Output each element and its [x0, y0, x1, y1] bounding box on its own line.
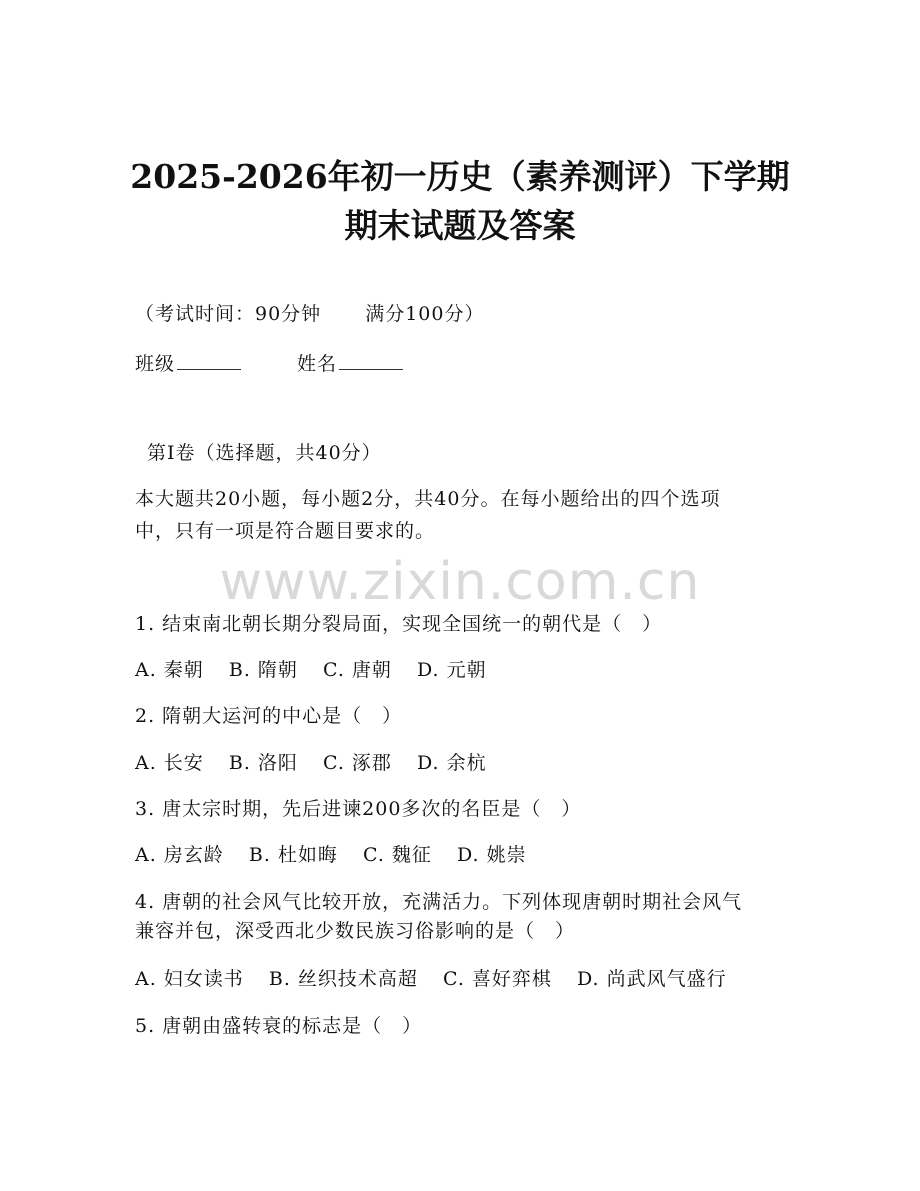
- section-heading: 第Ⅰ卷（选择题，共40分）: [147, 442, 382, 464]
- name-label: 姓名: [297, 353, 338, 375]
- question-2-stem: 2. 隋朝大运河的中心是（ ）: [135, 705, 403, 727]
- instruction-line-2: 中，只有一项是符合题目要求的。: [135, 520, 436, 542]
- page-title-line-2: 期末试题及答案: [344, 206, 576, 245]
- option-a: A. 房玄龄: [135, 844, 224, 866]
- instruction-line-1: 本大题共20小题，每小题2分，共40分。在每小题给出的四个选项: [135, 488, 721, 510]
- class-label: 班级: [135, 353, 176, 375]
- exam-time: （考试时间：90分钟: [135, 303, 322, 325]
- exam-info: [135, 305, 484, 324]
- option-b: B. 隋朝: [228, 659, 298, 681]
- option-d: D. 姚崇: [456, 844, 527, 866]
- option-a: A. 长安: [135, 752, 204, 774]
- option-c: C. 涿郡: [322, 752, 392, 774]
- page-title-line-1: 2025-2026年初一历史（素养测评）下学期: [130, 157, 790, 196]
- option-d: D. 余杭: [416, 752, 487, 774]
- option-b: B. 杜如晦: [248, 844, 338, 866]
- question-3-stem: 3. 唐太宗时期，先后进谏200多次的名臣是（ ）: [135, 798, 582, 820]
- student-fields: [135, 353, 403, 374]
- question-4-options: [135, 970, 727, 989]
- question-5-stem: 5. 唐朝由盛转衰的标志是（ ）: [135, 1015, 423, 1037]
- question-4-stem-line-2: 兼容并包，深受西北少数民族习俗影响的是（ ）: [135, 920, 576, 942]
- option-a: A. 妇女读书: [135, 968, 244, 990]
- option-d: D. 尚武风气盛行: [576, 968, 727, 990]
- option-d: D. 元朝: [416, 659, 487, 681]
- option-a: A. 秦朝: [135, 659, 204, 681]
- option-c: C. 喜好弈棋: [442, 968, 552, 990]
- option-c: C. 魏征: [362, 844, 432, 866]
- question-3-options: [135, 846, 527, 865]
- option-b: B. 丝织技术高超: [268, 968, 418, 990]
- exam-score: 满分100分）: [365, 303, 485, 325]
- question-2-options: [135, 754, 487, 773]
- name-blank[interactable]: [339, 353, 403, 370]
- question-1-stem: 1. 结束南北朝长期分裂局面，实现全国统一的朝代是（ ）: [135, 613, 663, 635]
- class-blank[interactable]: [177, 353, 241, 370]
- question-1-options: [135, 661, 487, 680]
- option-c: C. 唐朝: [322, 659, 392, 681]
- question-4-stem-line-1: 4. 唐朝的社会风气比较开放，充满活力。下列体现唐朝时期社会风气: [135, 891, 743, 913]
- option-b: B. 洛阳: [228, 752, 298, 774]
- watermark: www.zixin.com.cn: [219, 552, 701, 612]
